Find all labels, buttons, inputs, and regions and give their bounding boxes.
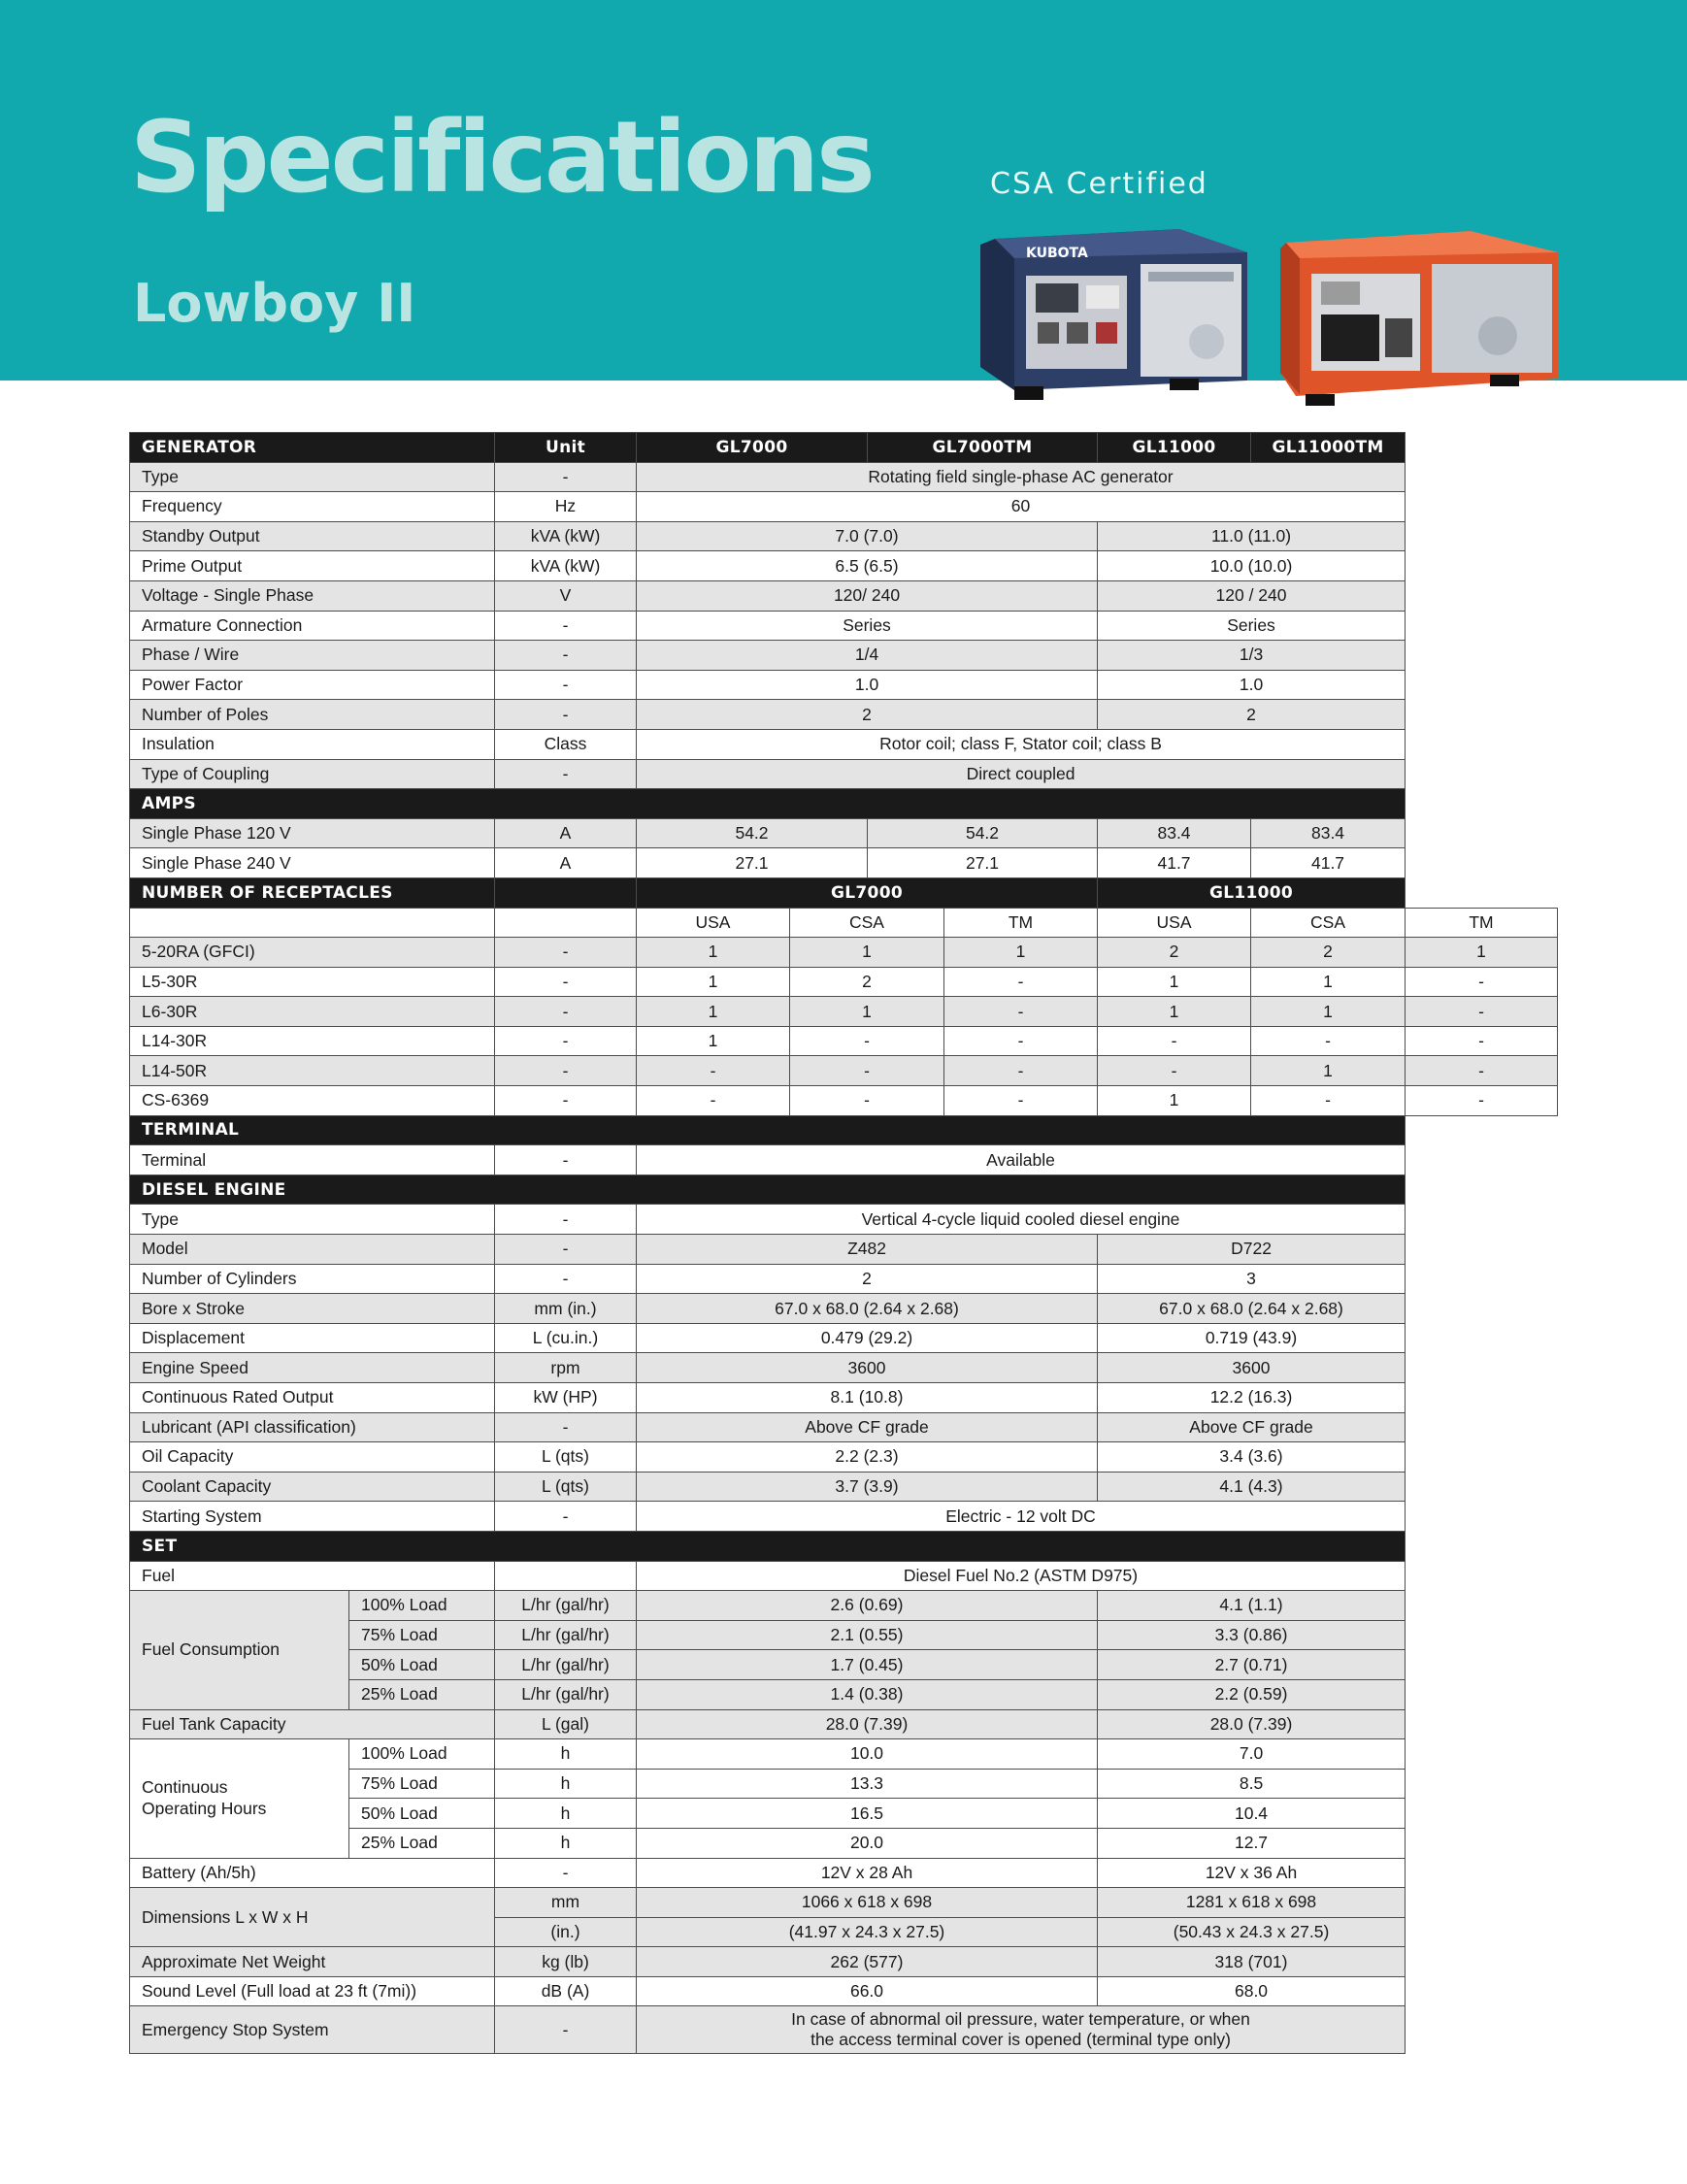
row-unit: - (495, 1026, 637, 1056)
gl7000-value: 7.0 (7.0) (637, 521, 1098, 551)
gl11000-value: 8.5 (1098, 1769, 1406, 1799)
row-unit: - (495, 611, 637, 641)
row-label: Type (130, 1205, 495, 1235)
cell-value: 1 (790, 938, 944, 968)
gl11000-value: 2 (1098, 700, 1406, 730)
row-label: Armature Connection (130, 611, 495, 641)
gl11000-value: 10.4 (1098, 1799, 1406, 1829)
row-label: Approximate Net Weight (130, 1947, 495, 1977)
subhead-csa: CSA (790, 908, 944, 938)
table-row (130, 1472, 1558, 1502)
cell-value: - (790, 1056, 944, 1086)
row-unit: L (qts) (495, 1442, 637, 1473)
cell-value: - (944, 1026, 1098, 1056)
row-unit: L/hr (gal/hr) (495, 1679, 637, 1709)
table-row (130, 759, 1558, 789)
terminal-section-heading: TERMINAL (130, 1115, 1406, 1145)
table-row (130, 1145, 1558, 1175)
receptacles-section-heading: NUMBER OF RECEPTACLES (130, 877, 495, 908)
gl7000tm-value: 27.1 (868, 848, 1098, 878)
engine-header-row (130, 1175, 1558, 1205)
table-row (130, 1561, 1558, 1591)
gl11000-value: 67.0 x 68.0 (2.64 x 2.68) (1098, 1294, 1406, 1324)
row-label: Engine Speed (130, 1353, 495, 1383)
row-label: Prime Output (130, 551, 495, 581)
gl11000-value: 68.0 (1098, 1976, 1406, 2006)
gl11000-value: 318 (701) (1098, 1947, 1406, 1977)
gl11000tm-value: 41.7 (1251, 848, 1406, 878)
cell-value: - (1251, 1086, 1406, 1116)
table-row (130, 1442, 1558, 1473)
row-unit: L/hr (gal/hr) (495, 1620, 637, 1650)
cell-value: 2 (1251, 938, 1406, 968)
cell-value: 2 (1098, 938, 1251, 968)
row-unit: kVA (kW) (495, 551, 637, 581)
row-label: Fuel Consumption (130, 1591, 349, 1709)
operating-hours-label-line2: Operating Hours (142, 1798, 267, 1818)
table-row (130, 1323, 1558, 1353)
table-row (130, 1056, 1558, 1086)
row-label: Continuous Rated Output (130, 1383, 495, 1413)
load-label: 50% Load (349, 1650, 495, 1680)
row-label: Fuel Tank Capacity (130, 1709, 495, 1739)
load-label: 75% Load (349, 1620, 495, 1650)
generator-section-heading: GENERATOR (130, 433, 495, 463)
gl11000-value: 41.7 (1098, 848, 1251, 878)
row-unit: - (495, 759, 637, 789)
row-label: Starting System (130, 1502, 495, 1532)
table-row (130, 938, 1558, 968)
row-unit: Hz (495, 492, 637, 522)
cell-value: 1 (1098, 967, 1251, 997)
gl7000-value: Z482 (637, 1235, 1098, 1265)
table-row (130, 700, 1558, 730)
table-row (130, 1086, 1558, 1116)
load-label: 25% Load (349, 1828, 495, 1858)
gl7000-value: 8.1 (10.8) (637, 1383, 1098, 1413)
gl11000-value: 12.7 (1098, 1828, 1406, 1858)
gl11000-value: 4.1 (4.3) (1098, 1472, 1406, 1502)
receptacles-group-gl11000: GL11000 (1098, 877, 1406, 908)
gl11000tm-value: 83.4 (1251, 818, 1406, 848)
table-row (130, 1026, 1558, 1056)
row-unit: - (495, 462, 637, 492)
gl7000-value: 28.0 (7.39) (637, 1709, 1098, 1739)
gl11000-value: 1/3 (1098, 641, 1406, 671)
set-header-row (130, 1531, 1558, 1561)
row-value: 60 (637, 492, 1406, 522)
table-row (130, 818, 1558, 848)
row-value: Rotor coil; class F, Stator coil; class B (637, 729, 1406, 759)
subhead-csa: CSA (1251, 908, 1406, 938)
empty-cell (495, 908, 637, 938)
receptacles-header-row (130, 877, 1558, 908)
gl7000-value: 20.0 (637, 1828, 1098, 1858)
gl7000-value: 16.5 (637, 1799, 1098, 1829)
row-label: Type (130, 462, 495, 492)
gl7000-value: 54.2 (637, 818, 868, 848)
amps-header-row (130, 789, 1558, 819)
table-row (130, 492, 1558, 522)
table-row (130, 1739, 1558, 1770)
row-unit: - (495, 1205, 637, 1235)
row-unit: A (495, 848, 637, 878)
row-unit: mm (in.) (495, 1294, 637, 1324)
table-row (130, 521, 1558, 551)
gl7000-value: 13.3 (637, 1769, 1098, 1799)
emergency-stop-line1: In case of abnormal oil pressure, water temperature, or when (791, 2008, 1250, 2029)
specifications-table (129, 432, 1558, 2054)
row-unit: A (495, 818, 637, 848)
gl7000-value: 67.0 x 68.0 (2.64 x 2.68) (637, 1294, 1098, 1324)
row-label: L6-30R (130, 997, 495, 1027)
subhead-usa: USA (1098, 908, 1251, 938)
row-label: Voltage - Single Phase (130, 580, 495, 611)
cell-value: 2 (790, 967, 944, 997)
empty-cell (495, 1561, 637, 1591)
cell-value: - (790, 1086, 944, 1116)
row-unit: - (495, 700, 637, 730)
row-unit: h (495, 1769, 637, 1799)
subhead-tm: TM (944, 908, 1098, 938)
gl11000-value: 83.4 (1098, 818, 1251, 848)
gl11000-value: 3.4 (3.6) (1098, 1442, 1406, 1473)
cell-value: - (944, 1086, 1098, 1116)
row-label: Terminal (130, 1145, 495, 1175)
cell-value: - (944, 1056, 1098, 1086)
set-section-heading: SET (130, 1531, 1406, 1561)
table-row (130, 848, 1558, 878)
gl7000-value: (41.97 x 24.3 x 27.5) (637, 1917, 1098, 1947)
cell-value: 1 (790, 997, 944, 1027)
gl7000tm-value: 54.2 (868, 818, 1098, 848)
row-label: Sound Level (Full load at 23 ft (7mi)) (130, 1976, 495, 2006)
gl11000-value: D722 (1098, 1235, 1406, 1265)
row-label: L5-30R (130, 967, 495, 997)
gl11000-value: 2.2 (0.59) (1098, 1679, 1406, 1709)
gl7000-value: 262 (577) (637, 1947, 1098, 1977)
table-row (130, 1264, 1558, 1294)
gl7000-value: 10.0 (637, 1739, 1098, 1770)
receptacles-subheader-row (130, 908, 1558, 938)
row-value: Rotating field single-phase AC generator (637, 462, 1406, 492)
row-unit: L (cu.in.) (495, 1323, 637, 1353)
cell-value: 1 (1251, 997, 1406, 1027)
table-row (130, 1502, 1558, 1532)
amps-section-heading: AMPS (130, 789, 1406, 819)
row-value: Available (637, 1145, 1406, 1175)
emergency-stop-value (637, 2006, 1406, 2054)
row-label: Frequency (130, 492, 495, 522)
row-unit: - (495, 1056, 637, 1086)
cell-value: - (1406, 1056, 1558, 1086)
kubota-blue-generator-image (976, 225, 1252, 410)
load-label: 25% Load (349, 1679, 495, 1709)
row-label: Dimensions L x W x H (130, 1888, 495, 1947)
row-label: CS-6369 (130, 1086, 495, 1116)
row-label: 5-20RA (GFCI) (130, 938, 495, 968)
gl7000-value: 2.1 (0.55) (637, 1620, 1098, 1650)
row-label: Oil Capacity (130, 1442, 495, 1473)
row-unit: L (gal) (495, 1709, 637, 1739)
row-unit: - (495, 997, 637, 1027)
cell-value: - (1406, 1026, 1558, 1056)
gl7000-value: 2.2 (2.3) (637, 1442, 1098, 1473)
table-row (130, 1412, 1558, 1442)
table-row (130, 967, 1558, 997)
table-row (130, 641, 1558, 671)
model-heading-gl11000tm: GL11000TM (1251, 433, 1406, 463)
table-row (130, 1205, 1558, 1235)
row-unit: L (qts) (495, 1472, 637, 1502)
row-unit: - (495, 938, 637, 968)
load-label: 100% Load (349, 1591, 495, 1621)
load-label: 50% Load (349, 1799, 495, 1829)
row-label: Number of Cylinders (130, 1264, 495, 1294)
row-unit: - (495, 2006, 637, 2054)
cell-value: 1 (1098, 1086, 1251, 1116)
row-label: Single Phase 120 V (130, 818, 495, 848)
kubota-orange-generator-image (1276, 227, 1563, 412)
gl11000-value: 1281 x 618 x 698 (1098, 1888, 1406, 1918)
row-unit: - (495, 1235, 637, 1265)
row-label: Coolant Capacity (130, 1472, 495, 1502)
row-unit: L/hr (gal/hr) (495, 1591, 637, 1621)
row-label: Battery (Ah/5h) (130, 1858, 495, 1888)
gl7000-value: 3600 (637, 1353, 1098, 1383)
table-row (130, 1235, 1558, 1265)
row-label: Insulation (130, 729, 495, 759)
gl7000-value: 2.6 (0.69) (637, 1591, 1098, 1621)
row-label: Lubricant (API classification) (130, 1412, 495, 1442)
page-title: Specifications (130, 100, 873, 215)
gl11000-value: 10.0 (10.0) (1098, 551, 1406, 581)
row-unit: h (495, 1739, 637, 1770)
table-row (130, 1383, 1558, 1413)
row-unit: kg (lb) (495, 1947, 637, 1977)
row-label: Phase / Wire (130, 641, 495, 671)
cell-value: - (1406, 967, 1558, 997)
row-unit: kW (HP) (495, 1383, 637, 1413)
row-value: Direct coupled (637, 759, 1406, 789)
cell-value: 1 (637, 967, 790, 997)
table-row (130, 2006, 1558, 2054)
row-unit: - (495, 670, 637, 700)
row-unit: L/hr (gal/hr) (495, 1650, 637, 1680)
cell-value: 1 (1251, 1056, 1406, 1086)
row-value: Vertical 4-cycle liquid cooled diesel engine (637, 1205, 1406, 1235)
cell-value: 1 (944, 938, 1098, 968)
load-label: 75% Load (349, 1769, 495, 1799)
row-label: Number of Poles (130, 700, 495, 730)
gl11000-value: 28.0 (7.39) (1098, 1709, 1406, 1739)
cell-value: - (637, 1056, 790, 1086)
table-row (130, 611, 1558, 641)
row-unit: - (495, 967, 637, 997)
table-row (130, 1353, 1558, 1383)
row-unit: - (495, 641, 637, 671)
row-label: L14-30R (130, 1026, 495, 1056)
gl7000-value: Above CF grade (637, 1412, 1098, 1442)
model-heading-gl7000: GL7000 (637, 433, 868, 463)
row-unit: - (495, 1264, 637, 1294)
gl11000-value: 3 (1098, 1264, 1406, 1294)
gl7000-value: Series (637, 611, 1098, 641)
row-label: Emergency Stop System (130, 2006, 495, 2054)
gl7000-value: 66.0 (637, 1976, 1098, 2006)
gl7000-value: 120/ 240 (637, 580, 1098, 611)
table-row (130, 551, 1558, 581)
row-unit: Class (495, 729, 637, 759)
cell-value: - (637, 1086, 790, 1116)
gl11000-value: 0.719 (43.9) (1098, 1323, 1406, 1353)
row-label: Power Factor (130, 670, 495, 700)
cell-value: 1 (1406, 938, 1558, 968)
gl11000-value: 11.0 (11.0) (1098, 521, 1406, 551)
svg-text:KUBOTA: KUBOTA (1026, 246, 1088, 261)
row-unit: - (495, 1502, 637, 1532)
row-label: Fuel (130, 1561, 495, 1591)
gl7000-value: 2 (637, 700, 1098, 730)
gl7000-value: 1066 x 618 x 698 (637, 1888, 1098, 1918)
gl7000-value: 6.5 (6.5) (637, 551, 1098, 581)
load-label: 100% Load (349, 1739, 495, 1770)
row-label: Single Phase 240 V (130, 848, 495, 878)
row-unit: h (495, 1828, 637, 1858)
row-value: Electric - 12 volt DC (637, 1502, 1406, 1532)
table-row (130, 1976, 1558, 2006)
unit-column-heading: Unit (495, 433, 637, 463)
cell-value: - (1406, 997, 1558, 1027)
table-row (130, 1858, 1558, 1888)
model-heading-gl7000tm: GL7000TM (868, 433, 1098, 463)
gl11000-value: 3600 (1098, 1353, 1406, 1383)
gl7000-value: 1.7 (0.45) (637, 1650, 1098, 1680)
cell-value: - (1098, 1026, 1251, 1056)
row-unit: rpm (495, 1353, 637, 1383)
gl7000-value: 1/4 (637, 641, 1098, 671)
row-label: Type of Coupling (130, 759, 495, 789)
gl7000-value: 3.7 (3.9) (637, 1472, 1098, 1502)
row-label: Displacement (130, 1323, 495, 1353)
row-unit: mm (495, 1888, 637, 1918)
gl7000-value: 27.1 (637, 848, 868, 878)
gl11000-value: 1.0 (1098, 670, 1406, 700)
emergency-stop-line2: the access terminal cover is opened (terminal type only) (810, 2030, 1231, 2050)
table-row (130, 997, 1558, 1027)
cell-value: - (1251, 1026, 1406, 1056)
cell-value: 1 (637, 938, 790, 968)
gl7000-value: 0.479 (29.2) (637, 1323, 1098, 1353)
gl7000-value: 2 (637, 1264, 1098, 1294)
empty-cell (495, 877, 637, 908)
row-unit: (in.) (495, 1917, 637, 1947)
cell-value: - (1406, 1086, 1558, 1116)
gl7000-value: 1.0 (637, 670, 1098, 700)
table-row (130, 670, 1558, 700)
table-row (130, 1888, 1558, 1918)
row-unit: - (495, 1086, 637, 1116)
gl7000-value: 12V x 28 Ah (637, 1858, 1098, 1888)
receptacles-group-gl7000: GL7000 (637, 877, 1098, 908)
table-row (130, 729, 1558, 759)
table-row (130, 1947, 1558, 1977)
empty-cell (130, 908, 495, 938)
cell-value: - (944, 997, 1098, 1027)
cell-value: 1 (1251, 967, 1406, 997)
row-unit: h (495, 1799, 637, 1829)
row-value: Diesel Fuel No.2 (ASTM D975) (637, 1561, 1406, 1591)
gl7000-value: 1.4 (0.38) (637, 1679, 1098, 1709)
row-unit: - (495, 1145, 637, 1175)
model-heading-gl11000: GL11000 (1098, 433, 1251, 463)
gl11000-value: 2.7 (0.71) (1098, 1650, 1406, 1680)
engine-section-heading: DIESEL ENGINE (130, 1175, 1406, 1205)
row-label: Bore x Stroke (130, 1294, 495, 1324)
cell-value: 1 (1098, 997, 1251, 1027)
subhead-tm: TM (1406, 908, 1558, 938)
row-unit: - (495, 1858, 637, 1888)
cell-value: 1 (637, 1026, 790, 1056)
row-label: L14-50R (130, 1056, 495, 1086)
gl11000-value: 4.1 (1.1) (1098, 1591, 1406, 1621)
gl11000-value: 12.2 (16.3) (1098, 1383, 1406, 1413)
gl11000-value: Series (1098, 611, 1406, 641)
generator-header-row (130, 433, 1558, 463)
gl11000-value: 12V x 36 Ah (1098, 1858, 1406, 1888)
csa-certified-label: CSA Certified (990, 167, 1208, 201)
cell-value: 1 (637, 997, 790, 1027)
gl11000-value: Above CF grade (1098, 1412, 1406, 1442)
gl11000-value: 3.3 (0.86) (1098, 1620, 1406, 1650)
cell-value: - (790, 1026, 944, 1056)
table-row (130, 580, 1558, 611)
table-row (130, 1294, 1558, 1324)
cell-value: - (944, 967, 1098, 997)
table-row (130, 1709, 1558, 1739)
gl11000-value: (50.43 x 24.3 x 27.5) (1098, 1917, 1406, 1947)
table-row (130, 462, 1558, 492)
operating-hours-label-line1: Continuous (142, 1776, 228, 1797)
gl11000-value: 7.0 (1098, 1739, 1406, 1770)
table-row (130, 1591, 1558, 1621)
row-unit: V (495, 580, 637, 611)
page-subtitle: Lowboy II (133, 273, 416, 334)
row-unit: dB (A) (495, 1976, 637, 2006)
operating-hours-label (130, 1739, 349, 1858)
subhead-usa: USA (637, 908, 790, 938)
terminal-header-row (130, 1115, 1558, 1145)
cell-value: - (1098, 1056, 1251, 1086)
row-label: Model (130, 1235, 495, 1265)
row-unit: kVA (kW) (495, 521, 637, 551)
gl11000-value: 120 / 240 (1098, 580, 1406, 611)
row-unit: - (495, 1412, 637, 1442)
row-label: Standby Output (130, 521, 495, 551)
